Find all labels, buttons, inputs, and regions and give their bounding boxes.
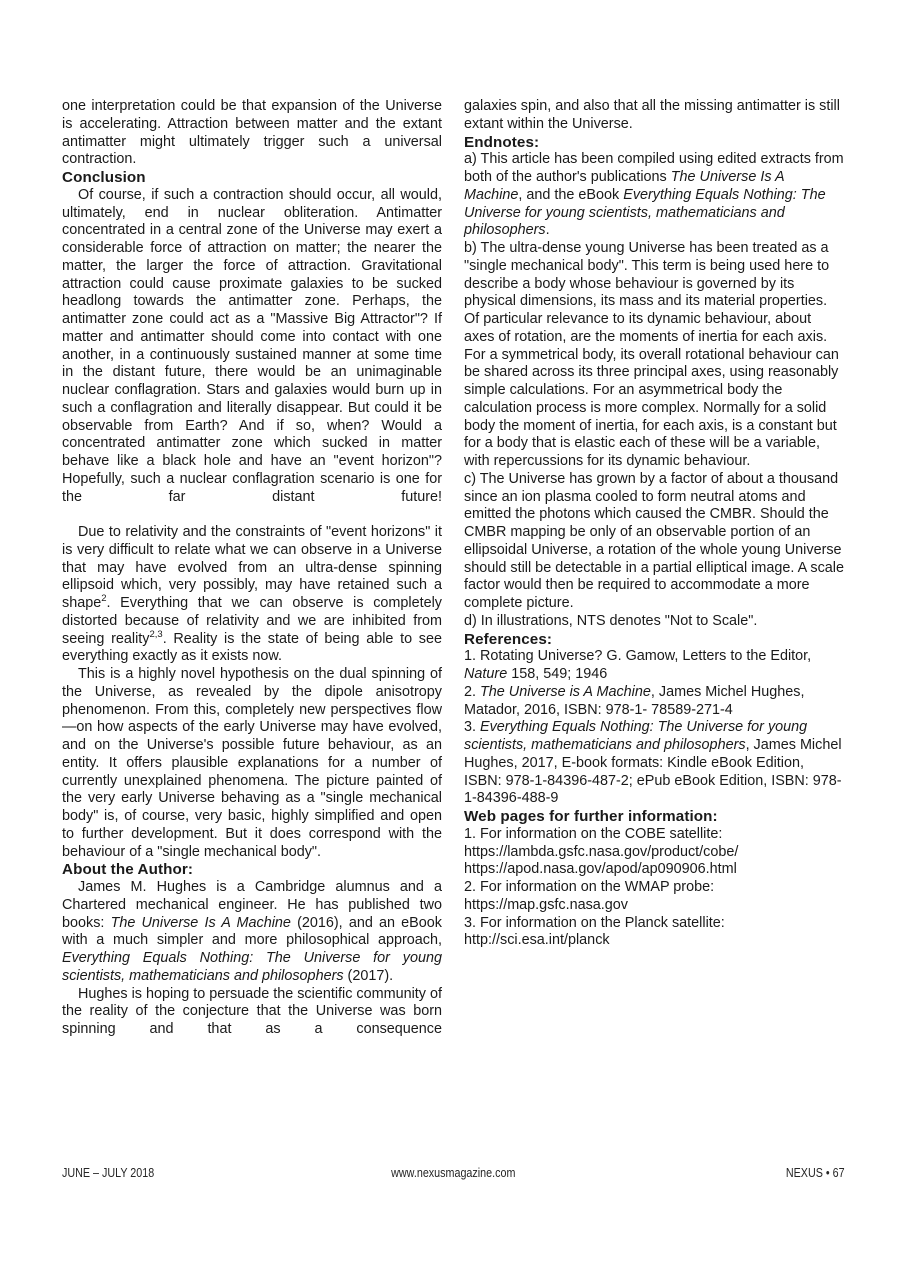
conclusion-p2-text-a: Due to relativity and the constraints of "event horizons" it is very difficult to relate what we can observe in a Universe that may have evolved from an ultra-dense spinning ellipsoid which, very possibly, may have retained such a shape [62, 524, 442, 611]
footer-page-marker: NEXUS • 67 [785, 1166, 845, 1180]
page-footer [62, 1163, 845, 1183]
book-title-everything-equals-nothing: Everything Equals Nothing: The Universe for young scientists, mathematicians and philosophers [62, 950, 442, 984]
weblink-1-url-apod[interactable]: https://apod.nasa.gov/apod/ap090906.html [464, 861, 737, 878]
left-continued-paragraph: one interpretation could be that expansion of the Universe is accelerating. Attraction between matter and the extant antimatter might ultimately trigger such a universal contraction. [62, 98, 442, 168]
author-paragraph-2: Hughes is hoping to persuade the scientific community of the reality of the conjecture that the Universe was born spinning and that as a consequence [62, 985, 442, 1037]
conclusion-paragraph-3: This is a highly novel hypothesis on the dual spinning of the Universe, as revealed by the dipole anisotropy phenomenon. From this, completely new perspectives flow—on how aspects of the early Universe may have evolved, and on the Universe's possible future behaviour, as an entity. It offers plausible explanations for a number of currently unexplained phenomena. The picture painted of the very early Universe behaving as a "single mechanical body" is, of course, very basic, highly simplified and open to further development. But it does correspond with the behaviour of a "single mechanical body". [62, 666, 442, 860]
author-p1-text-a: James M. Hughes is a Cambridge alumnus and a Chartered mechanical engineer. He has published two books: [62, 879, 442, 931]
endnote-a-text-3: . [545, 222, 550, 239]
conclusion-paragraph-1: Of course, if such a contraction should occur, all would, ultimately, end in nuclear obliteration. Antimatter concentrated in a central zone of the Universe may exert a considerable force of attraction on matter; the nearer the matter, the larger the force of attraction. Gravitational attraction could cause proximate galaxies to be sucked headlong towards the antimatter zone. Perhaps, the antimatter zone could act as a "Massive Big Attractor"? If matter and antimatter should come into contact with one another, in a continuously sustained manner at some time in the distant future, there would be an unimaginable nuclear conflagration. Stars and galaxies would burn up in such a conflagration and literally disappear. But could it be observable from Earth? And if so, when? Would a concentrated antimatter zone which sucked in matter behave like a black hole and have an "event horizon"? Hopefully, such a nuclear conflagration scenario is one for the far distant future! [62, 186, 442, 505]
two-column-body [62, 98, 845, 1138]
reference-2-title: The Universe is A Machine [480, 683, 651, 700]
reference-item-2 [464, 684, 844, 720]
left-column [62, 98, 442, 1057]
endnote-a [464, 151, 844, 240]
endnote-a-text-2: , and the eBook [518, 186, 624, 203]
author-p1-text-b: (2016), and an eBook with a much simpler and more philosophical approach, [62, 914, 442, 949]
conclusion-p2-text-b: . Everything that we can observe is completely distorted because of relativity and we are inhibited from seeing reality [62, 595, 442, 647]
weblink-3-label: 3. For information on the Planck satellite: [464, 914, 725, 931]
right-continued-paragraph: galaxies spin, and also that all the missing antimatter is still extant within the Universe. [464, 98, 840, 132]
reference-item-3 [464, 719, 844, 808]
conclusion-heading: Conclusion [62, 169, 146, 186]
journal-title-nature: Nature [464, 666, 508, 682]
weblink-3-url-planck[interactable]: http://sci.esa.int/planck [464, 932, 610, 949]
reference-item-1 [464, 648, 844, 684]
endnotes-heading: Endnotes: [464, 133, 540, 151]
reference-2-details: , James Michel Hughes, Matador, 2016, ISBN: 978-1- 78589-271-4 [464, 683, 805, 718]
footnote-reference-2: 2 [101, 593, 107, 605]
author-p1-text-c: (2017). [343, 967, 394, 984]
endnote-a-book-title-1: The Universe Is A Machine [464, 169, 785, 203]
book-title-universe-is-a-machine: The Universe Is A Machine [110, 914, 291, 931]
conclusion-paragraph-2 [62, 524, 442, 666]
right-column [464, 98, 844, 950]
endnote-d: d) In illustrations, NTS denotes "Not to Scale". [464, 612, 758, 629]
weblink-2-url-wmap[interactable]: https://map.gsfc.nasa.gov [464, 896, 628, 913]
reference-1-text-b: 158, 549; 1946 [507, 666, 608, 682]
endnote-c: c) The Universe has grown by a factor of about a thousand since an ion plasma cooled to form neutral atoms and emitted the photons which caused the CMBR. Should the CMBR mapping be only of an observable portion of an ellipsoidal Universe, a rotation of the whole young Universe should still be detectable in a partial elliptical image. A scale factor would then be required to accommodate a more complete picture. [464, 470, 844, 611]
endnote-a-text-1: a) This article has been compiled using edited extracts from both of the author's publications [464, 151, 844, 185]
about-the-author-heading: About the Author: [62, 861, 194, 879]
footer-website: www.nexusmagazine.com [391, 1166, 516, 1180]
footnote-reference-2-3: 2,3 [149, 628, 163, 640]
weblink-1-url-cobe[interactable]: https://lambda.gsfc.nasa.gov/product/cobe/ [464, 843, 739, 860]
author-paragraph-1 [62, 879, 442, 986]
conclusion-p2-text-c: . Reality is the state of being able to see everything exactly as it exists now. [62, 630, 442, 665]
references-heading: References: [464, 630, 553, 648]
reference-2-number: 2. [464, 683, 480, 700]
weblink-1-label: 1. For information on the COBE satellite: [464, 825, 723, 842]
reference-1-text-a: 1. Rotating Universe? G. Gamow, Letters to the Editor, [464, 648, 812, 665]
reference-3-title: Everything Equals Nothing: The Universe for young scientists, mathematicians and philosophers [464, 719, 808, 753]
reference-3-number: 3. [464, 719, 480, 736]
reference-3-details: , James Michel Hughes, 2017, E-book formats: Kindle eBook Edition, ISBN: 978-1-84396-487-2; ePub eBook Edition, ISBN: 978-1-84396-488-9 [464, 737, 842, 807]
endnote-b: b) The ultra-dense young Universe has been treated as a "single mechanical body". This term is being used here to describe a body whose behaviour is governed by its physical dimensions, its mass and its material properties. Of particular relevance to its dynamic behaviour, about axes of rotation, are the moments of inertia for each axis. For a symmetrical body, its overall rotational behaviour can be shared across its three principal axes, using reasonably simple calculations. For an asymmetrical body the calculation process is more complex. Normally for a solid body the moment of inertia, for each axis, is a constant but for a body that is elastic each of these will be a variable, with repercussions for its dynamic behaviour. [464, 240, 839, 469]
footer-issue-date: JUNE – JULY 2018 [62, 1166, 155, 1180]
endnote-a-book-title-2: Everything Equals Nothing: The Universe for young scientists, mathematicians and philosophers [464, 186, 826, 239]
web-pages-heading: Web pages for further information: [464, 808, 718, 825]
weblink-2-label: 2. For information on the WMAP probe: [464, 879, 715, 895]
